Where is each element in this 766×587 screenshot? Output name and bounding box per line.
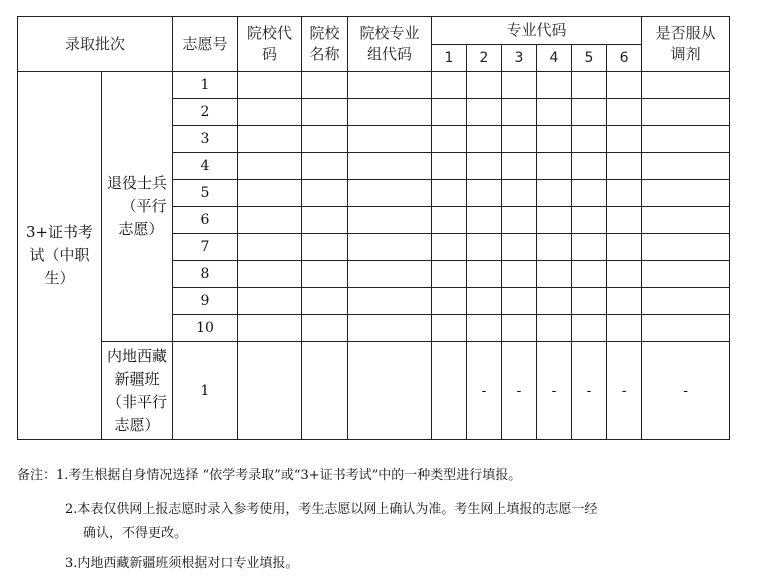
major-code-cell[interactable] [467, 126, 502, 153]
major-code-cell[interactable] [607, 126, 642, 153]
major-code-cell[interactable] [432, 99, 467, 126]
major-code-cell[interactable] [432, 342, 467, 440]
header-school-name [302, 17, 348, 72]
major-code-cell[interactable] [537, 126, 572, 153]
header-school-name-line1: 院校 [309, 24, 340, 42]
header-adjust-line1: 是否服从 [655, 24, 716, 42]
header-major-6: 6 [607, 45, 642, 72]
major-code-cell[interactable] [467, 234, 502, 261]
group2-label-line1: 内地西藏 [107, 346, 168, 365]
major-group-cell[interactable] [348, 126, 432, 153]
note-2: 2.本表仅供网上报志愿时录入参考使用，考生志愿以网上确认为准。考生网上填报的志愿一经 [65, 502, 598, 517]
school-code-cell[interactable] [238, 342, 302, 440]
school-code-cell[interactable] [238, 288, 302, 315]
header-adjust-line2: 调剂 [670, 45, 701, 63]
application-form-table [17, 16, 730, 440]
header-major-4: 4 [537, 45, 572, 72]
major-code-cell[interactable] [502, 315, 537, 342]
choice-number: 10 [173, 315, 238, 342]
major-group-cell[interactable] [348, 261, 432, 288]
choice-number: 5 [173, 180, 238, 207]
major-group-cell[interactable] [348, 99, 432, 126]
major-code-cell[interactable] [432, 72, 467, 99]
major-code-cell[interactable] [432, 126, 467, 153]
major-code-cell[interactable] [572, 72, 607, 99]
major-code-cell[interactable] [537, 99, 572, 126]
major-code-cell[interactable] [607, 288, 642, 315]
major-code-cell[interactable] [502, 207, 537, 234]
dash-cell: - [502, 342, 537, 440]
header-major-5: 5 [572, 45, 607, 72]
adjust-cell[interactable] [642, 288, 730, 315]
header-major-1: 1 [432, 45, 467, 72]
group2-label-line4: 志愿） [114, 415, 160, 434]
major-code-cell[interactable] [607, 234, 642, 261]
group2-label [102, 342, 173, 440]
major-group-cell[interactable] [348, 180, 432, 207]
dash-cell: - [467, 342, 502, 440]
major-group-cell[interactable] [348, 72, 432, 99]
adjust-cell[interactable] [642, 99, 730, 126]
major-code-cell[interactable] [572, 126, 607, 153]
school-name-cell[interactable] [302, 261, 348, 288]
major-code-cell[interactable] [467, 315, 502, 342]
choice-number: 4 [173, 153, 238, 180]
choice-number: 3 [173, 126, 238, 153]
adjust-cell[interactable] [642, 153, 730, 180]
school-name-cell[interactable] [302, 315, 348, 342]
major-code-cell[interactable] [537, 315, 572, 342]
header-school-code [238, 17, 302, 72]
major-code-cell[interactable] [432, 261, 467, 288]
major-code-cell[interactable] [572, 99, 607, 126]
major-code-cell[interactable] [607, 261, 642, 288]
major-code-cell[interactable] [467, 288, 502, 315]
header-major-3: 3 [502, 45, 537, 72]
choice-number: 1 [173, 72, 238, 99]
group1-label [102, 72, 173, 342]
school-name-cell[interactable] [302, 72, 348, 99]
major-code-cell[interactable] [432, 153, 467, 180]
major-group-cell[interactable] [348, 315, 432, 342]
major-code-cell[interactable] [572, 207, 607, 234]
header-major-group [348, 17, 432, 72]
header-school-name-line2: 名称 [309, 45, 340, 63]
school-name-cell[interactable] [302, 126, 348, 153]
choice-number: 2 [173, 99, 238, 126]
major-code-cell[interactable] [572, 153, 607, 180]
dash-cell: - [537, 342, 572, 440]
major-code-cell[interactable] [432, 234, 467, 261]
school-code-cell[interactable] [238, 207, 302, 234]
adjust-cell[interactable] [642, 261, 730, 288]
school-name-cell[interactable] [302, 207, 348, 234]
major-code-cell[interactable] [572, 234, 607, 261]
school-code-cell[interactable] [238, 126, 302, 153]
school-code-cell[interactable] [238, 234, 302, 261]
major-code-cell[interactable] [537, 72, 572, 99]
major-group-cell[interactable] [348, 207, 432, 234]
school-name-cell[interactable] [302, 99, 348, 126]
major-code-cell[interactable] [467, 207, 502, 234]
dash-cell: - [607, 342, 642, 440]
adjust-cell[interactable] [642, 72, 730, 99]
major-code-cell[interactable] [432, 207, 467, 234]
major-code-cell[interactable] [572, 261, 607, 288]
choice-number: 6 [173, 207, 238, 234]
school-name-cell[interactable] [302, 288, 348, 315]
major-code-cell[interactable] [502, 288, 537, 315]
school-name-cell[interactable] [302, 234, 348, 261]
major-code-cell[interactable] [502, 261, 537, 288]
major-group-cell[interactable] [348, 234, 432, 261]
major-code-cell[interactable] [432, 288, 467, 315]
batch-label-line2: 试（中职 [29, 246, 90, 264]
header-batch: 录取批次 [18, 17, 173, 72]
choice-number: 9 [173, 288, 238, 315]
major-group-cell[interactable] [348, 342, 432, 440]
group2-label-line2: 新疆班 [114, 369, 160, 388]
major-code-cell[interactable] [607, 180, 642, 207]
school-name-cell[interactable] [302, 342, 348, 440]
major-code-cell[interactable] [537, 288, 572, 315]
header-major-group-line2: 组代码 [367, 45, 413, 63]
school-name-cell[interactable] [302, 153, 348, 180]
major-code-cell[interactable] [537, 261, 572, 288]
major-code-cell[interactable] [502, 126, 537, 153]
major-code-cell[interactable] [537, 234, 572, 261]
adjust-cell[interactable] [642, 180, 730, 207]
major-code-cell[interactable] [607, 72, 642, 99]
major-code-cell[interactable] [607, 315, 642, 342]
header-adjust [642, 17, 730, 72]
major-code-cell[interactable] [467, 180, 502, 207]
major-code-cell[interactable] [607, 99, 642, 126]
major-code-cell[interactable] [432, 315, 467, 342]
major-code-cell[interactable] [432, 180, 467, 207]
adjust-cell[interactable] [642, 207, 730, 234]
school-code-cell[interactable] [238, 99, 302, 126]
major-code-cell[interactable] [467, 153, 502, 180]
major-code-cell[interactable] [502, 180, 537, 207]
school-name-cell[interactable] [302, 180, 348, 207]
major-code-cell[interactable] [502, 72, 537, 99]
group1-label-line1: 退役士兵 [107, 174, 168, 192]
major-code-cell[interactable] [502, 153, 537, 180]
major-code-cell[interactable] [467, 99, 502, 126]
major-code-cell[interactable] [607, 153, 642, 180]
group1-label-line2: （平行 [121, 197, 167, 215]
major-code-cell[interactable] [502, 234, 537, 261]
major-code-cell[interactable] [572, 180, 607, 207]
major-code-cell[interactable] [467, 261, 502, 288]
major-code-cell[interactable] [607, 207, 642, 234]
major-code-cell[interactable] [537, 153, 572, 180]
header-major-group-line1: 院校专业 [359, 24, 420, 42]
major-code-cell[interactable] [572, 288, 607, 315]
choice-number: 7 [173, 234, 238, 261]
note-3: 3.内地西藏新疆班须根据对口专业填报。 [65, 556, 299, 571]
header-major-2: 2 [467, 45, 502, 72]
major-code-cell[interactable] [502, 99, 537, 126]
adjust-cell[interactable] [642, 234, 730, 261]
group1-label-line3: 志愿） [118, 220, 164, 238]
dash-cell: - [642, 342, 730, 440]
major-group-cell[interactable] [348, 288, 432, 315]
school-code-cell[interactable] [238, 261, 302, 288]
choice-number: 1 [173, 342, 238, 440]
table-row [18, 72, 730, 99]
choice-number: 8 [173, 261, 238, 288]
header-school-code-line1: 院校代 [247, 24, 293, 42]
major-code-cell[interactable] [537, 207, 572, 234]
school-code-cell[interactable] [238, 315, 302, 342]
school-code-cell[interactable] [238, 180, 302, 207]
major-code-cell[interactable] [572, 315, 607, 342]
major-group-cell[interactable] [348, 153, 432, 180]
adjust-cell[interactable] [642, 315, 730, 342]
group2-label-line3: （非平行 [107, 392, 168, 411]
major-code-cell[interactable] [467, 72, 502, 99]
note-2-continued: 确认，不得更改。 [83, 526, 188, 541]
header-choice-no: 志愿号 [173, 17, 238, 72]
note-1: 备注：1.考生根据自身情况选择 “依学考录取”或“3+证书考试”中的一种类型进行填报。 [17, 468, 522, 483]
batch-label [18, 72, 102, 440]
header-major-code: 专业代码 [432, 17, 642, 45]
school-code-cell[interactable] [238, 153, 302, 180]
batch-label-line3: 生） [44, 269, 75, 287]
adjust-cell[interactable] [642, 126, 730, 153]
dash-cell: - [572, 342, 607, 440]
header-school-code-line2: 码 [262, 45, 278, 63]
major-code-cell[interactable] [537, 180, 572, 207]
school-code-cell[interactable] [238, 72, 302, 99]
table-row [18, 342, 730, 440]
batch-label-line1: 3+证书考 [25, 223, 94, 241]
